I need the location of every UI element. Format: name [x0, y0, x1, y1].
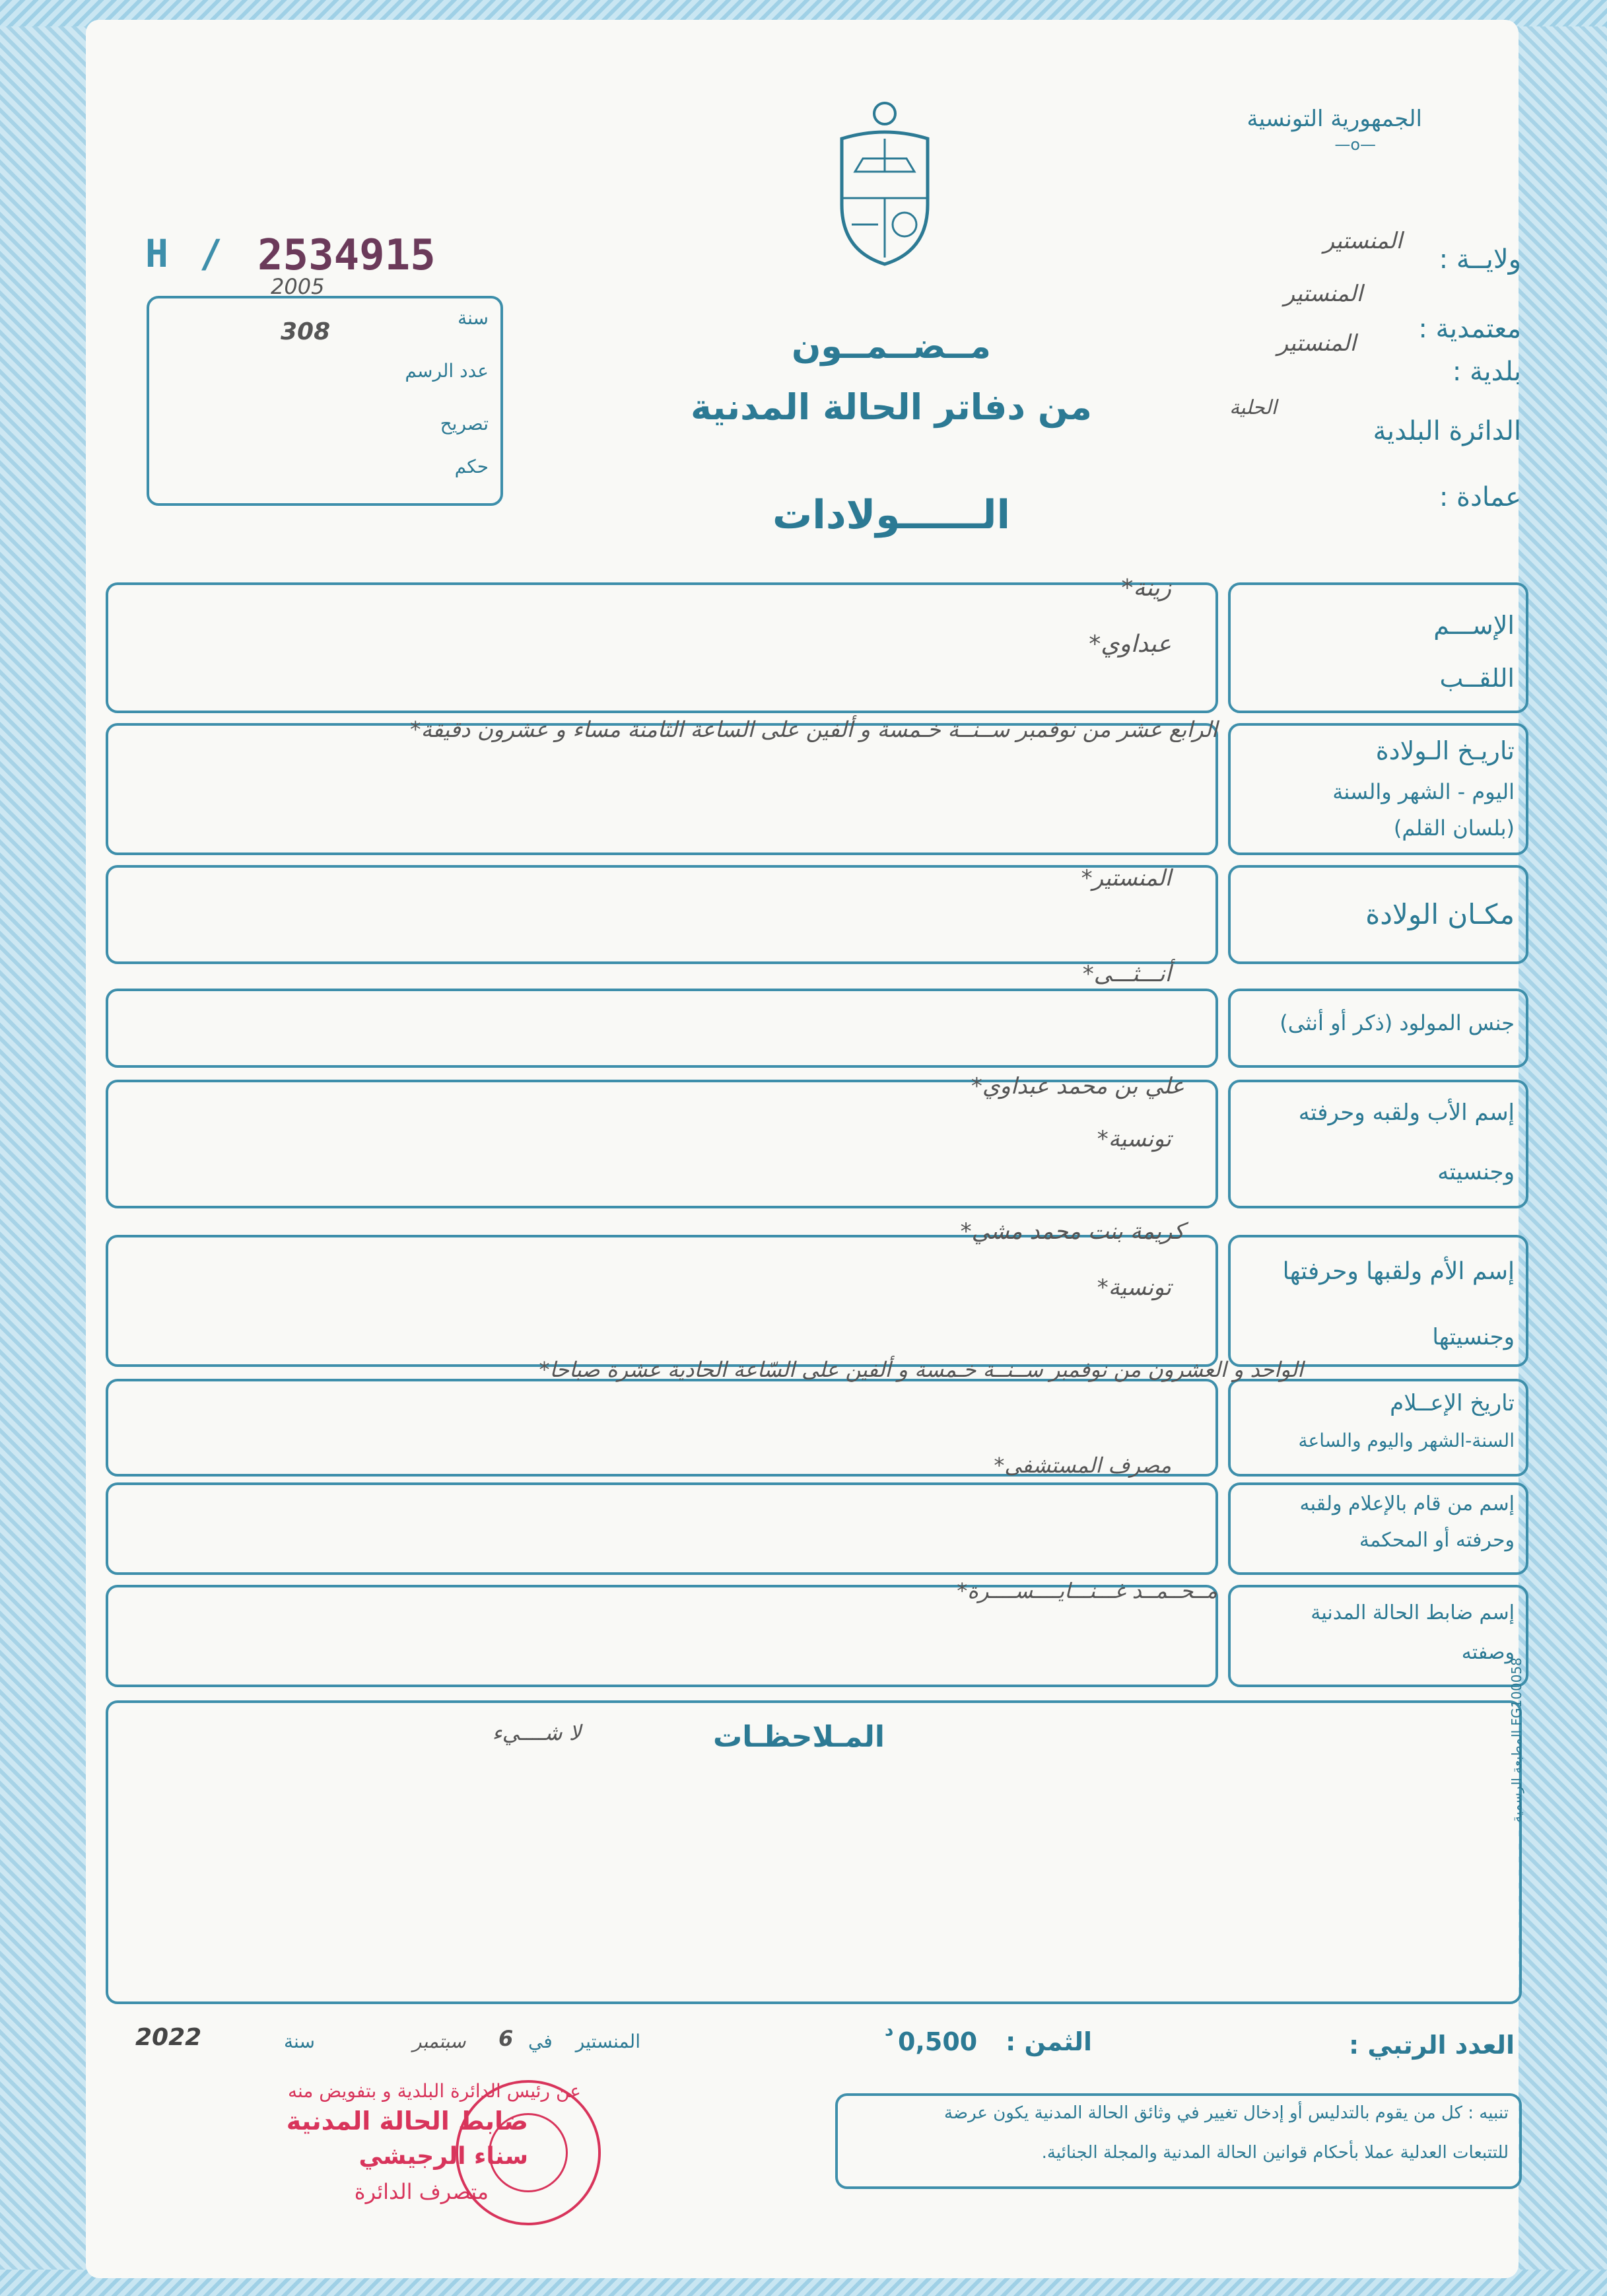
year-label-footer: سنة [284, 2031, 315, 2052]
mother-nationality-value: تونسية* [1097, 1274, 1171, 1301]
row-name-label-box [1228, 582, 1528, 713]
row-declarant-value-box [106, 1482, 1218, 1575]
serial-prefix: H / [145, 231, 226, 276]
row-registrar-label-box [1228, 1585, 1528, 1687]
declaration-date-sublabel: السنة-الشهر واليوم والساعة [1298, 1430, 1515, 1451]
year-label: سنة [458, 307, 489, 329]
first-name-label: الإســـم [1433, 611, 1515, 640]
price-value: 0,500 [898, 2027, 978, 2056]
sex-value: أنـــثـــى* [1082, 961, 1171, 987]
place-value: المنستير [575, 2031, 640, 2052]
birthdate-sublabel: اليوم - الشهر والسنة [1332, 779, 1515, 804]
price-label: الثمن : [1006, 2027, 1092, 2056]
father-nationality-value: تونسية* [1097, 1126, 1171, 1152]
declarant-value: مصرف المستشفى* [994, 1453, 1171, 1478]
mother-nationality-label: وجنسيتها [1432, 1324, 1515, 1350]
title-line1: مــضــمــون [792, 327, 991, 366]
birthplace-label: مكـان الولادة [1365, 898, 1515, 930]
baladia-value: المنستير [1277, 330, 1356, 357]
row-mother-value-box [106, 1235, 1218, 1367]
title-line3: الــــــولادات [772, 492, 1011, 538]
registrar-value: مــحــمــد غـــنـــايــــســــرة* [957, 1578, 1217, 1603]
first-name-value: زينة* [1121, 574, 1171, 602]
notice-line1: تنبيه : كل من يقوم بالتدليس أو إدخال تغيير في وثائق الحالة المدنية يكون عرضة [944, 2103, 1509, 2123]
sex-label: جنس المولود (ذكر أو أنثى) [1280, 1010, 1515, 1035]
row-sex-value-box [106, 989, 1218, 1068]
birthdate-label: تاريـخ الـولادة [1375, 736, 1515, 765]
omada-label: عمادة : [1439, 482, 1521, 512]
mother-label: إسم الأم ولقبها وحرفتها [1282, 1258, 1515, 1285]
stamp-line3: سناء الرجيشي [359, 2143, 528, 2170]
birthdate-value: الرابع عشر من نوفمبر ســنــة خـمسة و ألفين على الساعة الثامنة مساء و عشرون دقيقة* [410, 716, 1217, 742]
serial-number: 2534915 [257, 231, 436, 280]
title-line2: من دفاتر الحالة المدنية [691, 386, 1092, 428]
stamp-line1: عن رئيس الدائرة البلدية و بتفويض منه [287, 2080, 581, 2102]
last-name-label: اللقــب [1439, 664, 1515, 693]
registrar-title-label: وصفته [1461, 1641, 1515, 1664]
declarant-label: إسم من قام بالإعلام ولقبه [1299, 1492, 1515, 1515]
motamadia-value: المنستير [1283, 281, 1363, 307]
remarks-value: لا شــــيء [492, 1720, 581, 1745]
in-label: في [528, 2031, 553, 2052]
baladia-label: بلدية : [1452, 357, 1521, 387]
father-value: علي بن محمد عبداوي* [971, 1073, 1184, 1099]
notice-line2: للتتبعات العدلية عملا بأحكام قوانين الحالة المدنية والمجلة الجنائية. [1041, 2143, 1509, 2163]
declarant-sublabel: وحرفته أو المحكمة [1359, 1529, 1515, 1552]
declaration-date-value: الواحد و العشرون من نوفمبر ســنــة خـمسة و ألفين على السّاعة الحادية عشرة صباحا* [539, 1357, 1303, 1382]
decorative-border-left [0, 0, 99, 2296]
stamp-line4: متصرف الدائرة [354, 2179, 489, 2204]
remarks-title: المـلاحظـات [713, 1720, 885, 1754]
row-birthdate-value-box [106, 723, 1218, 855]
judgment-label: حكم [454, 456, 489, 477]
daira-value: الحلية [1229, 396, 1277, 419]
last-name-value: عبداوي* [1089, 631, 1171, 658]
declaration-label: تصريح [440, 413, 489, 435]
year-value: 2005 [271, 274, 325, 299]
registrar-label: إسم ضابط الحالة المدنية [1311, 1601, 1515, 1624]
wilaya-label: ولايــة : [1439, 244, 1521, 275]
stamp-line2: ضابط الحالة المدنية [286, 2106, 528, 2136]
coat-of-arms-icon [829, 99, 941, 271]
birthplace-value: المنستير* [1081, 865, 1171, 891]
daira-label: الدائرة البلدية [1373, 416, 1521, 446]
price-unit: د [885, 2021, 894, 2040]
father-label: إسم الأب ولقبه وحرفته [1298, 1099, 1515, 1126]
ornament: —o— [1334, 135, 1376, 154]
wilaya-value: المنستير [1323, 228, 1402, 254]
printer-mark: المطبعة الرسمية FG100058 [1509, 1657, 1524, 1823]
act-number-value: 308 [281, 318, 331, 345]
year-value-footer: 2022 [135, 2024, 202, 2051]
motamadia-label: معتمدية : [1418, 314, 1521, 344]
birthdate-in-words-label: (بلسان القلم) [1393, 816, 1515, 841]
serial-order-label: العدد الرتبي : [1348, 2031, 1515, 2060]
month-value: سبتمبر [413, 2031, 466, 2052]
father-nationality-label: وجنسيته [1437, 1159, 1515, 1185]
act-number-label: عدد الرسم [405, 360, 489, 382]
republic-label: الجمهورية التونسية [1247, 106, 1422, 132]
day-value: 6 [498, 2026, 514, 2051]
mother-value: كريمة بنت محمد مشي* [960, 1218, 1184, 1245]
declaration-date-label: تاريخ الإعــلام [1390, 1390, 1515, 1416]
